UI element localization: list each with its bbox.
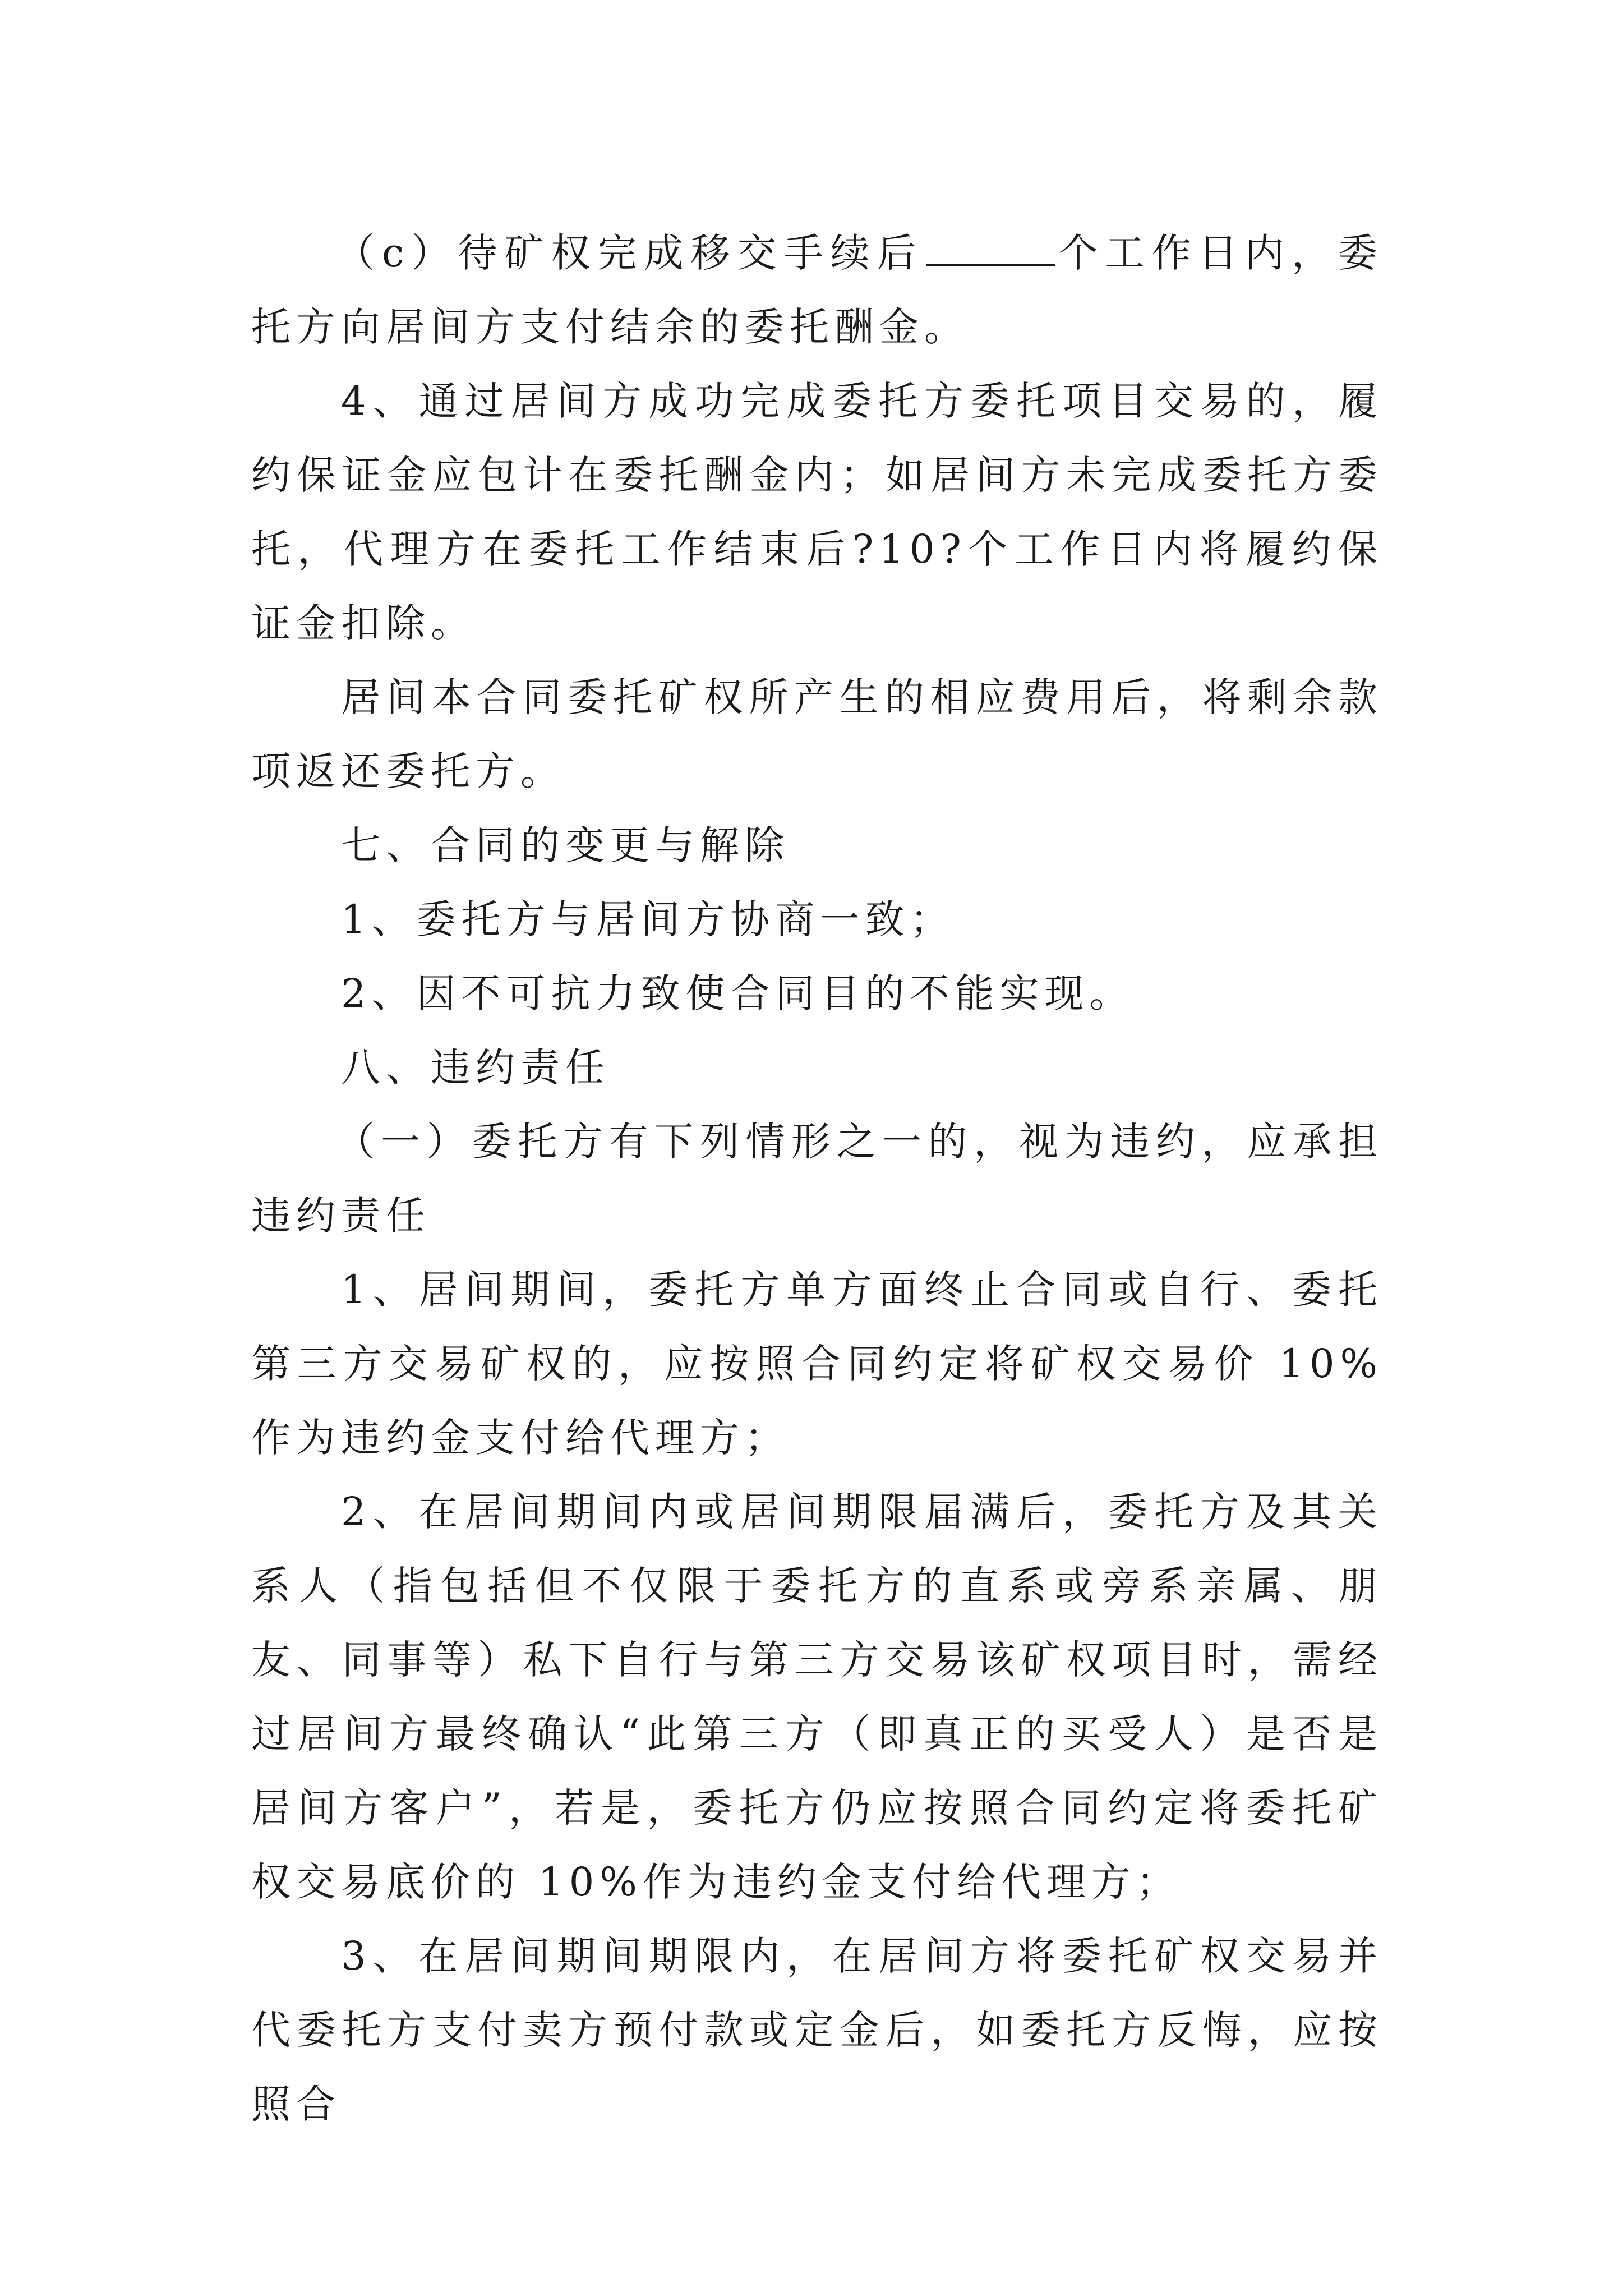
paragraph-breach-item-1: 1、居间期间，委托方单方面终止合同或自行、委托第三方交易矿权的，应按照合同约定将矿权交易价 10%作为违约金支付给代理方； — [251, 1267, 1383, 1461]
section-heading-contract-change: 七、合同的变更与解除 — [341, 822, 790, 868]
paragraph-breach-item-3: 3、在居间期间期限内，在居间方将委托矿权交易并代委托方支付卖方预付款或定金后，如委托方反悔，应按照合 — [251, 1933, 1383, 2127]
paragraph-change-item-1: 1、委托方与居间方协商一致； — [341, 896, 955, 942]
paragraph-text: （c）待矿权完成移交手续后 — [335, 230, 924, 276]
paragraph-payment-balance — [251, 216, 1383, 364]
section-heading-breach-liability: 八、违约责任 — [341, 1045, 610, 1091]
paragraph-change-item-2: 2、因不可抗力致使合同目的不能实现。 — [341, 970, 1135, 1016]
paragraph-return-funds: 居间本合同委托矿权所产生的相应费用后，将剩余款项返还委托方。 — [251, 674, 1383, 794]
fill-in-blank — [926, 231, 1055, 266]
paragraph-breach-item-2: 2、在居间期间内或居间期限届满后，委托方及其关系人（指包括但不仅限于委托方的直系或旁系亲属、朋友、同事等）私下自行与第三方交易该矿权项目时，需经过居间方最终确认“此第三方（即真正的买受人）是否是居间方客户”，若是，委托方仍应按照合同约定将委托矿权交易底价的 10%作为违约金支付给代理方； — [251, 1489, 1383, 1905]
document-body — [251, 216, 1383, 2141]
paragraph-performance-bond: 4、通过居间方成功完成委托方委托项目交易的，履约保证金应包计在委托酬金内；如居间方未完成委托方委托，代理方在委托工作结束后?10?个工作日内将履约保证金扣除。 — [251, 378, 1383, 646]
paragraph-text: 个工作日内，委托方向居间方支付结余的委托酬金。 — [251, 230, 1383, 350]
paragraph-client-breach-intro: （一）委托方有下列情形之一的，视为违约，应承担违约责任 — [251, 1119, 1383, 1239]
